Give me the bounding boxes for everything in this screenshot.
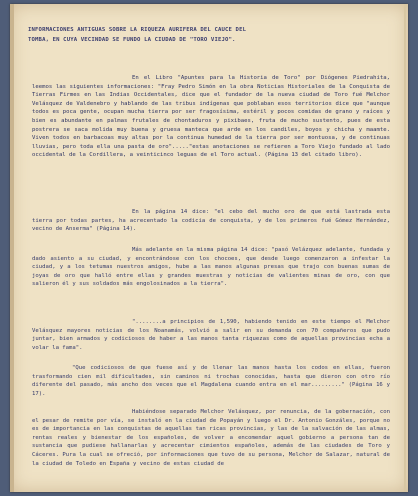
paper-edge	[404, 4, 406, 492]
document-page	[10, 4, 408, 492]
paragraph-1: En el Libro "Apuntes para la Historia de Toro" por Diógenes Piedrahita, leemos las siguientes informaciones: "Fray Pedro Simón en la obra Noticias Historiales de la Conquista de Tierras Firmes en las Indias Occidentales, dice que el fundador de la nueva ciudad de Toro fué Melchor Velásquez de Valdenebro y hablando de las tribus indígenas que poblaban esos territorios dice que "aunque todos es poca gente, ocupan mucha tierra por ser fragosísima, estéril y pocos comidas de grano y raíces y bien es abundante en palmas frutales de chontaduros y pixibaes, fruta de mucho sustento, pues de esta postrera se saca molida muy buena y gruesa manteca que arde en los candiles, boyos y chicha y maamte. Viven todos en barbacoas muy altas por la continua humedad de la tierra por ser montuosa, y de continuas lluvias, pero toda ella una pasta de oro"....."estas anotaciones se refieren a Toro Viejo fundado al lado occidental de la Cordillera, a veinticinco leguas de el Toro actual. (Página 13 del citado libro).	[32, 75, 394, 159]
document-title: INFORMACIONES ANTIGUAS SOBRE LA RIQUEZA AURIFERA DEL CAUCE DEL TOMBA, EN CUYA VECINDAD SE FUNDO LA CIUDAD DE "TORO VIEJO".	[28, 27, 247, 43]
paragraph-2: En la página 14 dice: "el cebo del mucho oro de que está lastrada esta tierra por todas partes, ha acrecentado la codicia de conquista, y de los primeros fué Gómez Hernández, vecino de Anserma" (Página 14).	[32, 209, 394, 233]
paragraph-5: "Que codiciosos de que fuese así y de llenar las manos hasta los codos en ellas, fueron trasformando cien mil dificultades, sin caminos ni trochas conocidas, hasta que dieron con otro río diferente del pasado, más ancho dos veces que el Magdalena cuando entra en el mar........." (Página 16 y 17).	[32, 365, 394, 397]
paragraph-3: Más adelante en la misma página 14 dice: "pasó Velázquez adelante, fundada y dado asiento a su ciudad, y encontrándose con los chocoes, que desde luego comenzaron a infestar la ciudad, y a los tetumas nuestros amigos, hube a las manos algunas presas que trajo con buenas sumas de joyas de oro que halló entre ellas y grandes muestras y noticias de valientes minas de oro, con que salieron él y sus soldados más engolosinados a la tierra".	[32, 247, 394, 288]
paragraph-6: Habiéndose separado Melchor Velásquez, por renuncia, de la gobernación, con el pesar de remite por vía, se instaló en la ciudad de Popayán y luego el Dr. Antonio Gonzáles, porque no es de importancia en las conquistas de aquellas tan ricas provincias, y las de la salvación de las almas, rentas reales y bienestar de los españoles, de volver a encomendar aquel gobierno a persona tan de sustancia que pudiese hallanarlas y acrecentar cimientos españoles, además de las ciudades de Toro y Cáceres. Pura la cual se ofreció, por informaciones que tuvo de su persona, Melchor de Salazar, natural de la ciudad de Toledo en España y vecino de estas ciudad de	[32, 409, 394, 467]
paragraph-4: "........a principios de 1,590, habiendo tenido en este tiempo el Melchor Velásquez mayores noticias de los Noanamás, volvió a salir en su demanda con 70 compañeros que pudo juntar, bien armados y codiciosos de haber a las manos tanta riquezas como de aquellas provincias echa a volar la fama".	[32, 319, 394, 351]
binding-edge	[10, 4, 14, 492]
